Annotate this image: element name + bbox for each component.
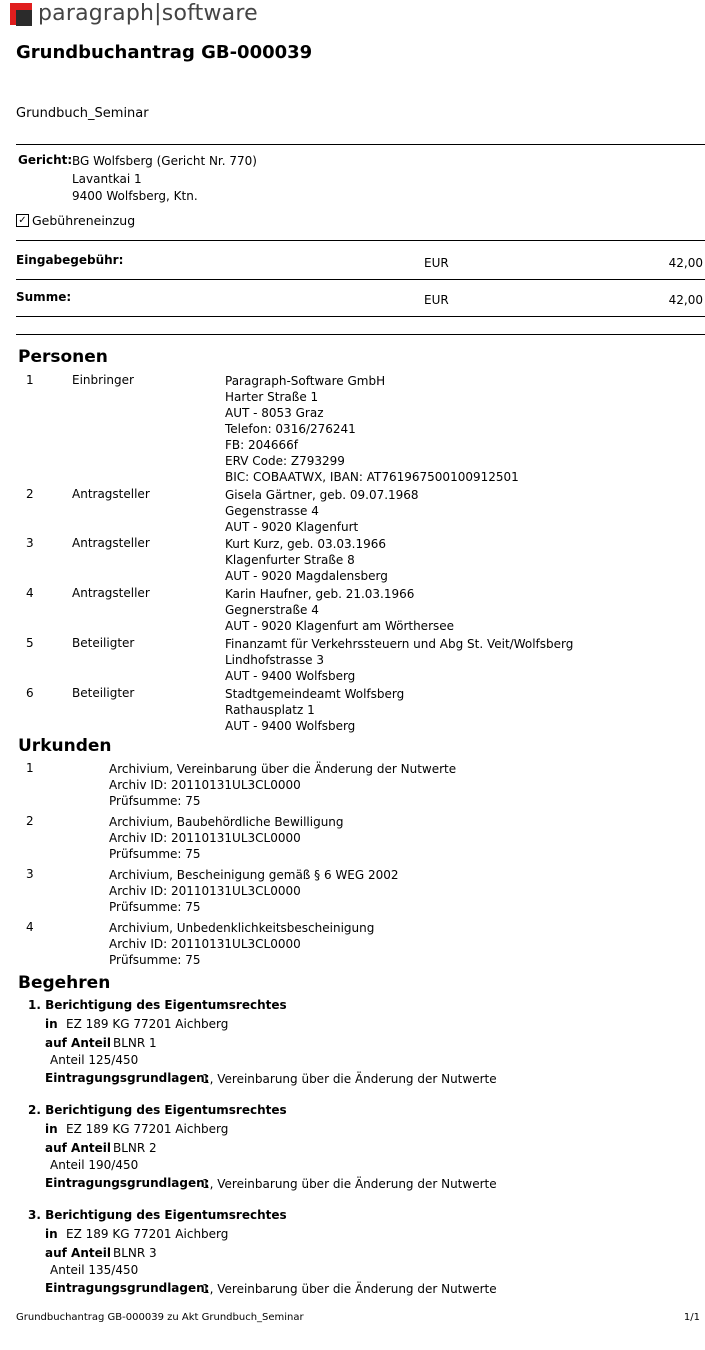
person-line: Gisela Gärtner, geb. 09.07.1968: [225, 488, 419, 502]
urkunde-number: 1: [26, 761, 34, 775]
footer-page: 1/1: [683, 1312, 700, 1323]
urkunde-line: Archiv ID: 20110131UL3CL0000: [109, 778, 301, 792]
urkunde-line: Archivium, Bescheinigung gemäß § 6 WEG 2002: [109, 868, 399, 882]
person-number: 3: [26, 536, 34, 550]
divider: [16, 240, 705, 241]
gericht-label: Gericht:: [18, 153, 73, 167]
urkunde-number: 3: [26, 867, 34, 881]
sum-currency: EUR: [424, 293, 449, 307]
urkunde-line: Prüfsumme: 75: [109, 794, 201, 808]
urkunde-line: Archiv ID: 20110131UL3CL0000: [109, 884, 301, 898]
divider: [16, 316, 705, 317]
person-line: Gegenstrasse 4: [225, 504, 319, 518]
begehren-title: 3. Berichtigung des Eigentumsrechtes: [28, 1208, 287, 1222]
grundlagen-label: Eintragungsgrundlagen:: [45, 1071, 210, 1085]
urkunde-line: Archiv ID: 20110131UL3CL0000: [109, 831, 301, 845]
person-role: Einbringer: [72, 373, 134, 387]
person-line: Harter Straße 1: [225, 390, 319, 404]
personen-heading: Personen: [18, 347, 108, 367]
begehren-grundlagen: 1, Vereinbarung über die Änderung der Nutwerte: [202, 1282, 497, 1296]
person-line: Paragraph-Software GmbH: [225, 374, 386, 388]
begehren-in-value: EZ 189 KG 77201 Aichberg: [66, 1017, 229, 1031]
person-number: 4: [26, 586, 34, 600]
divider: [16, 279, 705, 280]
person-line: Telefon: 0316/276241: [225, 422, 356, 436]
anteil-label: auf Anteil: [45, 1036, 111, 1050]
anteil-label: auf Anteil: [45, 1141, 111, 1155]
person-line: BIC: COBAATWX, IBAN: AT761967500100912501: [225, 470, 519, 484]
begehren-blnr: BLNR 3: [113, 1246, 157, 1260]
gericht-line: Lavantkai 1: [72, 171, 142, 186]
person-number: 6: [26, 686, 34, 700]
person-address: [225, 536, 388, 584]
fee-label: Eingabegebühr:: [16, 253, 124, 267]
document-title: Grundbuchantrag GB-000039: [16, 42, 313, 63]
begehren-in-value: EZ 189 KG 77201 Aichberg: [66, 1122, 229, 1136]
gebuehreneinzug-label: Gebühreneinzug: [32, 213, 136, 228]
gericht-line: 9400 Wolfsberg, Ktn.: [72, 189, 198, 203]
urkunde-line: Prüfsumme: 75: [109, 900, 201, 914]
person-line: AUT - 9020 Klagenfurt am Wörthersee: [225, 619, 455, 633]
begehren-anteil: Anteil 190/450: [50, 1158, 139, 1172]
person-line: FB: 204666f: [225, 438, 299, 452]
begehren-anteil: Anteil 125/450: [50, 1053, 139, 1067]
person-line: AUT - 9020 Magdalensberg: [225, 569, 388, 583]
begehren-blnr: BLNR 2: [113, 1141, 157, 1155]
person-role: Antragsteller: [72, 487, 150, 501]
logo-text: paragraph|software: [38, 1, 258, 26]
gericht-line: BG Wolfsberg (Gericht Nr. 770): [72, 154, 257, 168]
sum-amount: 42,00: [668, 293, 703, 307]
person-number: 1: [26, 373, 34, 387]
urkunde-details: [109, 761, 456, 809]
person-line: Karin Haufner, geb. 21.03.1966: [225, 587, 415, 601]
urkunde-line: Prüfsumme: 75: [109, 953, 201, 967]
begehren-heading: Begehren: [18, 973, 111, 993]
urkunde-details: [109, 814, 344, 862]
grundlagen-label: Eintragungsgrundlagen:: [45, 1176, 210, 1190]
urkunde-line: Archiv ID: 20110131UL3CL0000: [109, 937, 301, 951]
person-address: [225, 586, 454, 634]
person-address: [225, 487, 419, 535]
gebuehreneinzug-checkbox[interactable]: ✓: [16, 214, 29, 227]
person-line: Finanzamt für Verkehrssteuern und Abg St. Veit/Wolfsberg: [225, 637, 574, 651]
begehren-title: 2. Berichtigung des Eigentumsrechtes: [28, 1103, 287, 1117]
person-line: Klagenfurter Straße 8: [225, 553, 355, 567]
begehren-anteil: Anteil 135/450: [50, 1263, 139, 1277]
logo-dark-square: [16, 10, 32, 26]
person-role: Beteiligter: [72, 686, 135, 700]
in-label: in: [45, 1227, 58, 1241]
person-line: AUT - 9400 Wolfsberg: [225, 719, 356, 733]
person-number: 5: [26, 636, 34, 650]
person-number: 2: [26, 487, 34, 501]
person-line: Kurt Kurz, geb. 03.03.1966: [225, 537, 387, 551]
in-label: in: [45, 1017, 58, 1031]
gericht-address: [72, 153, 257, 206]
begehren-title: 1. Berichtigung des Eigentumsrechtes: [28, 998, 287, 1012]
urkunde-details: [109, 920, 374, 968]
begehren-grundlagen: 1, Vereinbarung über die Änderung der Nutwerte: [202, 1177, 497, 1191]
person-line: AUT - 9020 Klagenfurt: [225, 520, 359, 534]
divider: [16, 144, 705, 145]
begehren-in-value: EZ 189 KG 77201 Aichberg: [66, 1227, 229, 1241]
begehren-grundlagen: 1, Vereinbarung über die Änderung der Nutwerte: [202, 1072, 497, 1086]
person-line: Rathausplatz 1: [225, 703, 315, 717]
person-line: Stadtgemeindeamt Wolfsberg: [225, 687, 405, 701]
anteil-label: auf Anteil: [45, 1246, 111, 1260]
urkunde-line: Archivium, Vereinbarung über die Änderung der Nutwerte: [109, 762, 457, 776]
fee-amount: 42,00: [668, 256, 703, 270]
person-address: [225, 373, 519, 485]
person-line: Lindhofstrasse 3: [225, 653, 324, 667]
urkunden-heading: Urkunden: [18, 736, 112, 756]
person-line: AUT - 8053 Graz: [225, 406, 324, 420]
person-role: Beteiligter: [72, 636, 135, 650]
person-address: [225, 636, 573, 684]
in-label: in: [45, 1122, 58, 1136]
urkunde-number: 4: [26, 920, 34, 934]
person-role: Antragsteller: [72, 586, 150, 600]
grundlagen-label: Eintragungsgrundlagen:: [45, 1281, 210, 1295]
footer-left: Grundbuchantrag GB-000039 zu Akt Grundbuch_Seminar: [16, 1312, 304, 1323]
fee-currency: EUR: [424, 256, 449, 270]
person-role: Antragsteller: [72, 536, 150, 550]
urkunde-number: 2: [26, 814, 34, 828]
divider: [16, 334, 705, 335]
person-line: AUT - 9400 Wolfsberg: [225, 669, 356, 683]
begehren-blnr: BLNR 1: [113, 1036, 157, 1050]
person-address: [225, 686, 404, 734]
sum-label: Summe:: [16, 290, 72, 304]
urkunde-line: Archivium, Unbedenklichkeitsbescheinigung: [109, 921, 375, 935]
person-line: Gegnerstraße 4: [225, 603, 319, 617]
urkunde-details: [109, 867, 399, 915]
person-line: ERV Code: Z793299: [225, 454, 345, 468]
urkunde-line: Archivium, Baubehördliche Bewilligung: [109, 815, 344, 829]
akt-name: Grundbuch_Seminar: [16, 106, 149, 121]
urkunde-line: Prüfsumme: 75: [109, 847, 201, 861]
